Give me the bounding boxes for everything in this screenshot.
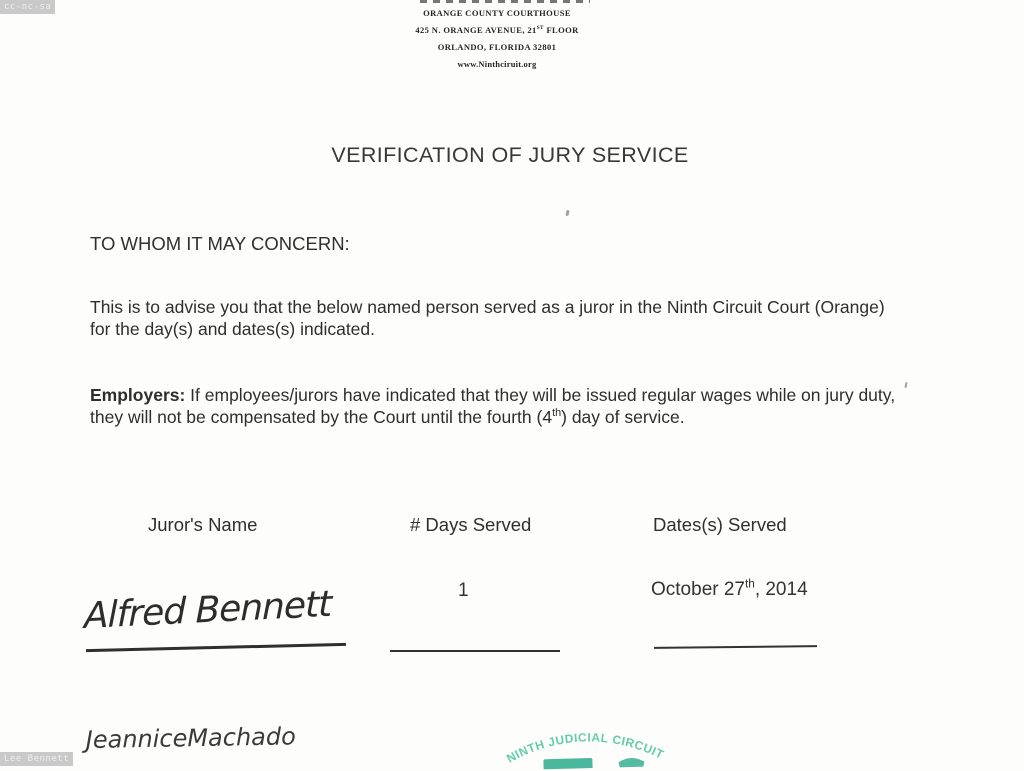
date-ordinal-superscript: th xyxy=(745,577,755,591)
license-watermark: cc-nc-sa xyxy=(0,0,55,14)
letterhead-line-courthouse: ORANGE COUNTY COURTHOUSE xyxy=(423,8,571,18)
clipped-text-fragment xyxy=(420,0,590,3)
court-stamp-graphic xyxy=(485,718,698,771)
letterhead-line-city: ORLANDO, FLORIDA 32801 xyxy=(437,42,557,52)
fourth-day-superscript: th xyxy=(552,406,562,419)
address-floor-superscript: ST xyxy=(536,25,544,32)
employers-label: Employers: xyxy=(90,385,186,405)
scan-credit-watermark: Lee Bennett xyxy=(0,752,73,766)
signature-line-dates xyxy=(654,645,817,649)
salutation: TO WHOM IT MAY CONCERN: xyxy=(90,233,350,254)
signature-line-juror xyxy=(86,643,346,652)
court-stamp xyxy=(485,718,698,771)
clerk-signature-handwritten: JeanniceMachado xyxy=(85,722,297,754)
paragraph-advise: This is to advise you that the below named person served as a juror in the Ninth Circuit Court (Orange) for the day(s) and dates(s) indicated. xyxy=(90,297,885,339)
value-date-served: October 27th, 2014 xyxy=(651,577,808,600)
signature-line-days xyxy=(390,650,560,652)
letterhead-website: www.Ninthciruit.org xyxy=(457,59,537,69)
column-header-days-served: # Days Served xyxy=(410,514,532,535)
stamp-arc-text: NINTH JUDICIAL CIRCUIT xyxy=(504,730,667,766)
value-days-served: 1 xyxy=(458,580,469,601)
courthouse-letterhead xyxy=(0,5,994,73)
column-header-dates-served: Dates(s) Served xyxy=(653,514,787,535)
juror-signature-handwritten: Alfred Bennett xyxy=(84,583,332,637)
document-title: VERIFICATION OF JURY SERVICE xyxy=(331,143,689,167)
stamp-inner-shape xyxy=(618,758,644,771)
paragraph-employers: Employers: If employees/jurors have indicated that they will be issued regular wages while on jury duty, they will not be compensated by the Court until the fourth (4th) day of service. xyxy=(90,385,896,427)
column-header-juror-name: Juror's Name xyxy=(148,514,258,535)
scan-speck xyxy=(565,210,569,217)
letterhead-line-address: 425 N. ORANGE AVENUE, 21ST FLOOR xyxy=(415,25,579,35)
stamp-inner-shape xyxy=(543,758,592,771)
